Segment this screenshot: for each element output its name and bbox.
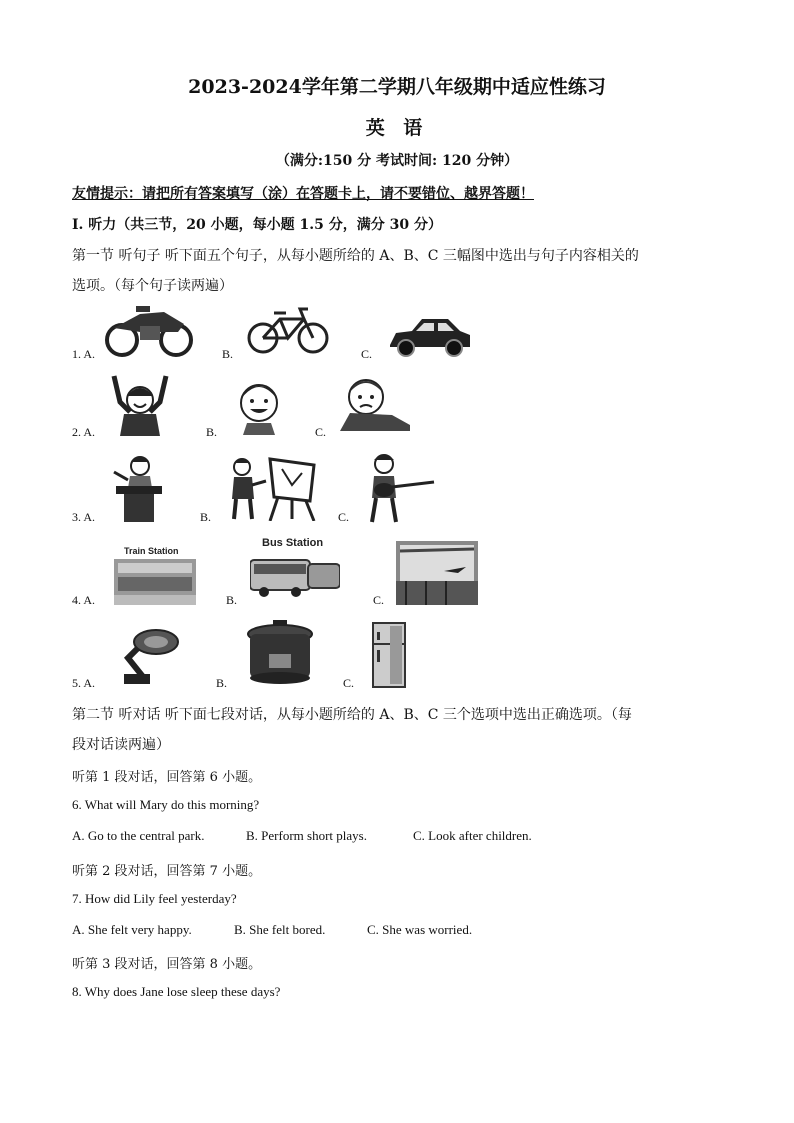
train-station-icon [114,543,196,605]
item-5-label-c: C. [343,676,355,690]
q6-option-a: A. Go to the central park. [72,828,205,843]
item-4-label-c: C. [373,593,385,607]
item-4-label-b: B. [226,593,238,607]
q7-option-b: B. She felt bored. [234,922,326,937]
item-5-label-a: 5. A. [72,676,96,690]
bus-station-label: Bus Station [262,537,324,549]
friendly-tip: 友情提示：请把所有答案填写（涂）在答题卡上，请不要错位、越界答题！ [72,186,534,202]
dialogue-3-intro: 听第 3 段对话，回答第 8 小题。 [72,957,262,972]
train-station-label: Train Station [124,546,179,556]
dialogue-1-intro: 听第 1 段对话，回答第 6 小题。 [72,770,262,785]
item-2-label-c: C. [315,425,327,439]
dialogue-2-intro: 听第 2 段对话，回答第 7 小题。 [72,864,262,879]
refrigerator-icon [372,622,406,688]
sad-boy-icon [336,373,412,433]
question-6: 6. What will Mary do this morning? [72,797,260,812]
part1-instructions-line2: 选项。（每个句子读两遍） [72,278,233,294]
item-3-label-b: B. [200,510,212,524]
smiling-boy-icon [233,375,285,435]
exam-info: （满分:150 分 考试时间: 120 分钟） [275,153,519,169]
question-8: 8. Why does Jane lose sleep these days? [72,984,281,999]
q7-option-a: A. She felt very happy. [72,922,192,937]
item-5-label-b: B. [216,676,228,690]
subject-title: 英 语 [365,117,429,139]
item-4-label-a: 4. A. [72,593,96,607]
q6-option-b: B. Perform short plays. [246,828,367,843]
bicycle-icon [246,305,330,355]
rice-cooker-icon [245,618,315,688]
item-2-label-b: B. [206,425,218,439]
part2-instructions-line1: 第二节 听对话 听下面七段对话，从每小题所给的 A、B、C 三个选项中选出正确选项。（每 [72,707,632,723]
item-2-label-a: 2. A. [72,425,96,439]
motorcycle-icon [100,302,196,358]
cheering-boy-icon [108,372,172,436]
section-heading: I. 听力（共三节，20 小题，每小题 1.5 分，满分 30 分） [72,217,442,233]
q6-option-c: C. Look after children. [413,828,532,843]
speaker-podium-icon [106,452,168,522]
painter-easel-icon [222,455,322,521]
hair-dryer-icon [116,628,186,690]
airport-icon [396,541,478,605]
part1-instructions-line1: 第一节 听句子 听下面五个句子，从每小题所给的 A、B、C 三幅图中选出与句子内容相关的 [72,248,639,264]
bus-station-icon [250,534,340,598]
item-3-label-a: 3. A. [72,510,96,524]
exam-title: 2023-2024学年第二学期八年级期中适应性练习 [188,76,606,98]
question-7: 7. How did Lily feel yesterday? [72,891,237,906]
part2-instructions-line2: 段对话读两遍） [72,737,170,753]
item-1-label-a: 1. A. [72,347,96,361]
guitar-player-icon [362,452,438,524]
car-icon [386,315,474,359]
q7-option-c: C. She was worried. [367,922,473,937]
item-1-label-b: B. [222,347,234,361]
item-1-label-c: C. [361,347,373,361]
item-3-label-c: C. [338,510,350,524]
